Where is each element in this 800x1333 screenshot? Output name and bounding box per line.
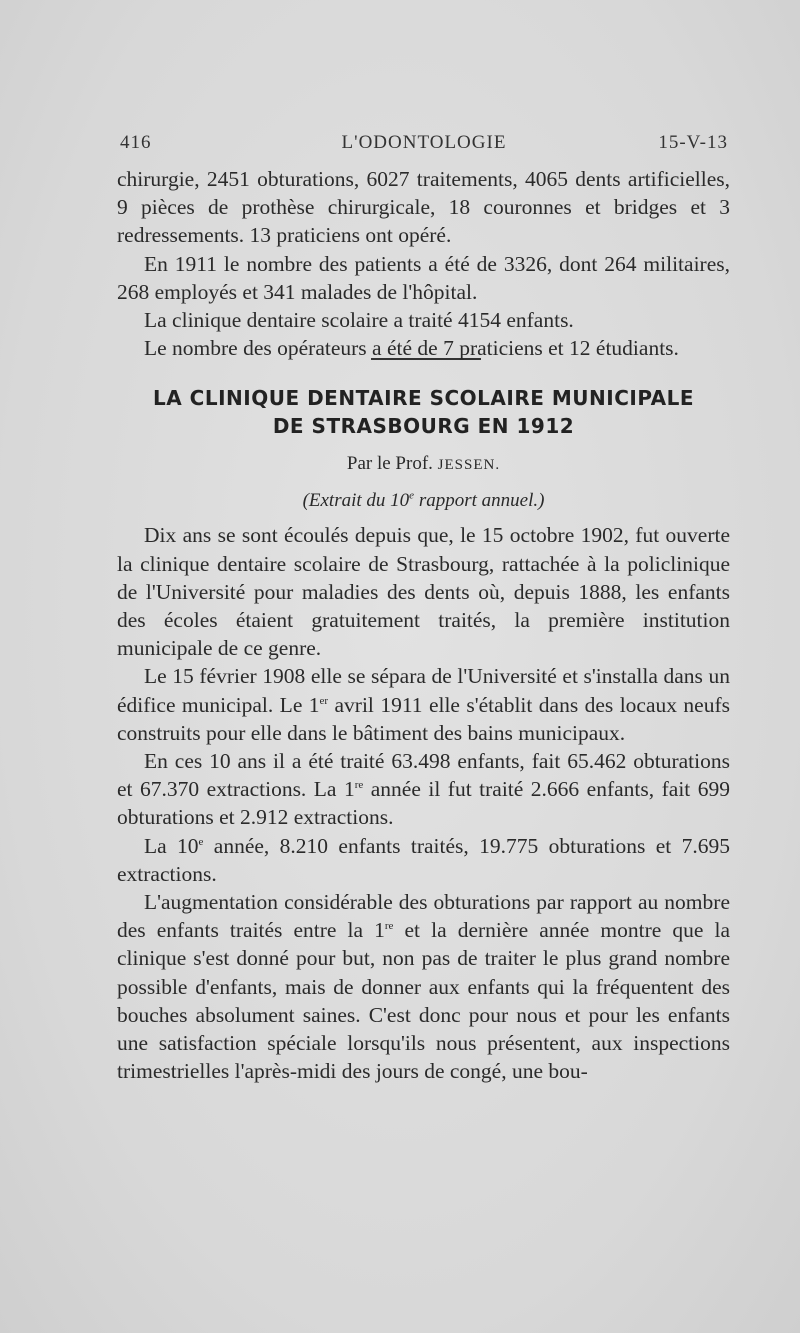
byline [117, 450, 730, 479]
superscript: e [409, 489, 415, 502]
paragraph-text: année il fut traité 2.666 enfants, fait 699 obturations et 2.912 extractions. [117, 777, 730, 830]
paragraph: La clinique dentaire scolaire a traité 4154 enfants. [144, 308, 574, 333]
source-note-text: (Extrait du 10 [302, 490, 410, 512]
superscript: er [319, 694, 329, 707]
paragraph [117, 888, 730, 1085]
paragraph-text: La 10 [144, 833, 199, 858]
byline-author: JESSEN. [437, 456, 501, 473]
paragraph-text: avril 1911 elle s'établit dans des locaux neufs construits pour elle dans le bâtiment des bains municipaux. [117, 692, 730, 745]
superscript: re [384, 920, 394, 933]
article-title-line: LA CLINIQUE DENTAIRE SCOLAIRE MUNICIPALE [152, 385, 695, 410]
article-title-line: DE STRASBOURG EN 1912 [272, 413, 575, 438]
paragraph: Dix ans se sont écoulés depuis que, le 15 octobre 1902, fut ouverte la clinique dentaire scolaire de Strasbourg, rattachée à la policlinique de l'Université pour maladies des dents où, depuis 1888, les enfants des écoles étaient gratuitement traités, la première institution municipale de ce genre. [117, 523, 730, 661]
issue-date: 15-V-13 [658, 132, 728, 153]
paragraph-text: Le 15 février 1908 elle se sépara de l'Université et s'installa dans un édifice municipal. Le 1 [117, 664, 730, 717]
superscript: re [354, 779, 364, 791]
paragraph-text: et la dernière année montre que la clinique s'est donné pour but, non pas de traiter le plus grand nombre possible d'enfants, mais de donner aux enfants qui la fréquentent des bouches absolument saines. C'est donc pour nous et pour les enfants une satisfaction spéciale lorsqu'ils nous présentent, aux inspections trimestrielles l'après-midi des jours de congé, une bou- [117, 918, 730, 1084]
paragraph-text: En ces 10 ans il a été traité 63.498 enfants, fait 65.462 obturations et 67.370 extractions. La 1 [117, 748, 730, 802]
article-title [117, 384, 730, 440]
paragraph-text: L'augmentation considérable des obturations par rapport au nombre des enfants traités entre la 1 [117, 889, 730, 943]
paragraph: En 1911 le nombre des patients a été de 3326, dont 264 militaires, 268 employés et 341 malades de l'hôpital. [117, 251, 730, 304]
source-note [117, 487, 730, 515]
page-number: 416 [120, 132, 152, 153]
superscript: e [198, 835, 204, 848]
paragraph [117, 747, 730, 832]
byline-prefix: Par le Prof. [346, 452, 433, 474]
paragraph-text: année, 8.210 enfants traités, 19.775 obturations et 7.695 extractions. [117, 833, 730, 886]
paragraph: Le nombre des opérateurs a été de 7 praticiens et 12 étudiants. [144, 336, 679, 361]
paragraph [117, 832, 730, 888]
source-note-text: rapport annuel.) [414, 490, 545, 512]
journal-title: L'ODONTOLOGIE [341, 132, 507, 153]
page-body [117, 165, 730, 1085]
paragraph [117, 662, 730, 747]
paragraph: chirurgie, 2451 obturations, 6027 traitements, 4065 dents artificielles, 9 pièces de prothèse chirurgicale, 18 couronnes et bridges et 3 redressements. 13 praticiens ont opéré. [117, 167, 730, 248]
running-header [120, 128, 728, 158]
